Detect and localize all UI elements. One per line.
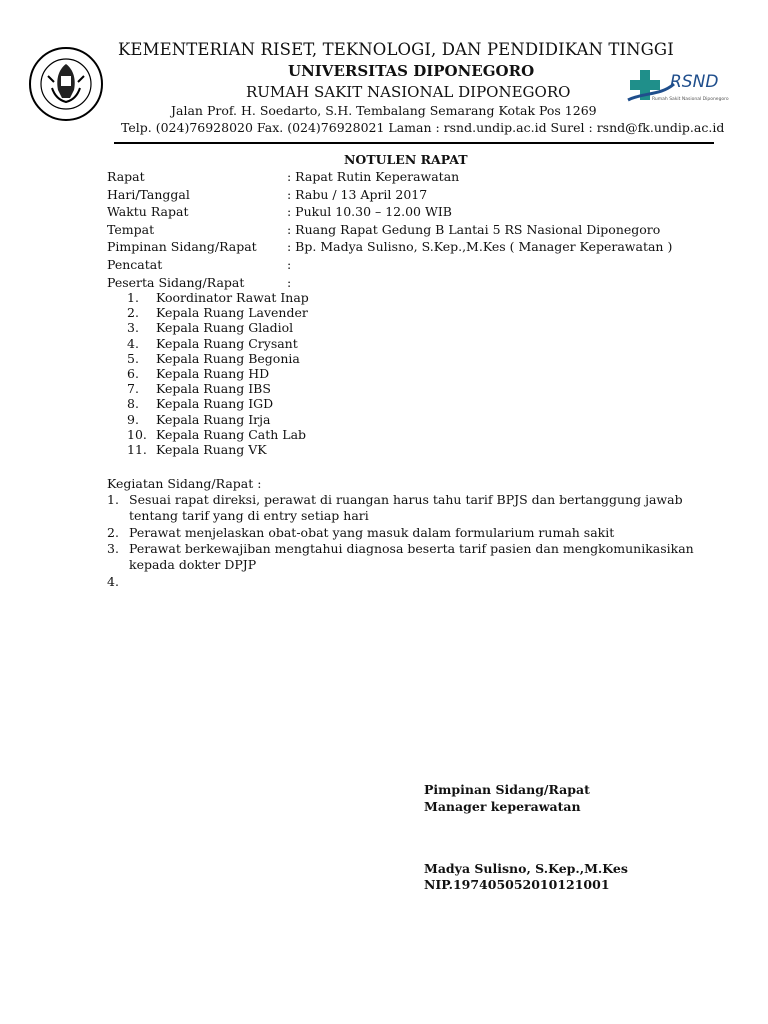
list-number: 2. <box>107 525 119 540</box>
participant-name: Kepala Ruang Irja <box>156 411 271 427</box>
info-value: : Rapat Rutin Keperawatan <box>287 169 460 184</box>
info-value: : Rabu / 13 April 2017 <box>287 186 428 202</box>
list-number: 6. <box>127 366 139 381</box>
participant-name: Kepala Ruang Begonia <box>156 350 300 366</box>
participant-name: Kepala Ruang IGD <box>156 396 274 412</box>
signature-role: Pimpinan Sidang/Rapat <box>424 782 590 797</box>
university-seal <box>28 46 104 122</box>
info-value: : <box>287 257 292 272</box>
participant-name: Kepala Ruang IBS <box>156 381 271 397</box>
signature-nip: NIP.197405052010121001 <box>424 877 610 892</box>
info-label: Waktu Rapat <box>107 204 189 220</box>
document-title: NOTULEN RAPAT <box>344 152 468 167</box>
participant-name: Kepala Ruang Cath Lab <box>156 426 307 442</box>
activity-text: Perawat menjelaskan obat-obat yang masuk dalam formularium rumah sakit <box>129 525 615 540</box>
info-label: Pencatat <box>107 257 163 272</box>
participant-name: Kepala Ruang HD <box>156 366 270 381</box>
address-line: Jalan Prof. H. Soedarto, S.H. Tembalang Semarang Kotak Pos 1269 <box>171 103 597 118</box>
info-label: Tempat <box>107 221 155 237</box>
signature-name: Madya Sulisno, S.Kep.,M.Kes <box>424 861 628 876</box>
rsnd-logo-subtext: Rumah Sakit Nasional Diponegoro <box>652 97 729 102</box>
activities-heading: Kegiatan Sidang/Rapat : <box>107 476 262 491</box>
list-number: 2. <box>127 305 139 321</box>
activity-text: Sesuai rapat direksi, perawat di ruangan harus tahu tarif BPJS dan bertanggung jawab tentang tarif yang di entry setiap hari <box>129 492 683 523</box>
rsnd-logo <box>626 66 741 112</box>
list-number: 9. <box>127 411 139 427</box>
list-number: 7. <box>127 381 139 397</box>
contact-line: Telp. (024)76928020 Fax. (024)76928021 Laman : rsnd.undip.ac.id Surel : rsnd@fk.undip.ac.id <box>121 120 725 135</box>
participant-name: Kepala Ruang VK <box>156 442 267 457</box>
seal-icon <box>28 46 104 122</box>
list-number: 1. <box>107 492 119 507</box>
participant-name: Kepala Ruang Crysant <box>156 335 298 351</box>
activity-text: Perawat berkewajiban mengtahui diagnosa beserta tarif pasien dan mengkomunikasikan kepada dokter DPJP <box>129 541 694 572</box>
info-label: Peserta Sidang/Rapat <box>107 274 245 290</box>
info-value: : Bp. Madya Sulisno, S.Kep.,M.Kes ( Manager Keperawatan ) <box>287 239 673 255</box>
list-number: 4. <box>107 574 119 589</box>
info-value: : Ruang Rapat Gedung B Lantai 5 RS Nasional Diponegoro <box>287 221 661 237</box>
list-number: 1. <box>127 290 139 305</box>
list-number: 5. <box>127 350 139 366</box>
participant-name: Kepala Ruang Gladiol <box>156 320 294 336</box>
university-heading: UNIVERSITAS DIPONEGORO <box>288 62 535 80</box>
info-label: Hari/Tanggal <box>107 186 190 202</box>
info-label: Rapat <box>107 169 145 184</box>
list-number: 3. <box>107 541 119 556</box>
list-number: 11. <box>127 442 147 457</box>
hospital-heading: RUMAH SAKIT NASIONAL DIPONEGORO <box>246 83 571 101</box>
info-label: Pimpinan Sidang/Rapat <box>107 239 257 255</box>
list-number: 8. <box>127 396 139 412</box>
signature-title: Manager keperawatan <box>424 799 581 814</box>
info-value: : <box>287 274 292 290</box>
participant-name: Kepala Ruang Lavender <box>156 305 308 321</box>
list-number: 10. <box>127 426 147 442</box>
list-number: 3. <box>127 320 139 336</box>
participant-name: Koordinator Rawat Inap <box>156 290 309 305</box>
ministry-heading: KEMENTERIAN RISET, TEKNOLOGI, DAN PENDIDIKAN TINGGI <box>118 40 674 59</box>
header-divider <box>114 142 714 144</box>
info-value: : Pukul 10.30 – 12.00 WIB <box>287 204 452 220</box>
list-number: 4. <box>127 335 139 351</box>
rsnd-logo-text: RSND <box>670 72 719 92</box>
